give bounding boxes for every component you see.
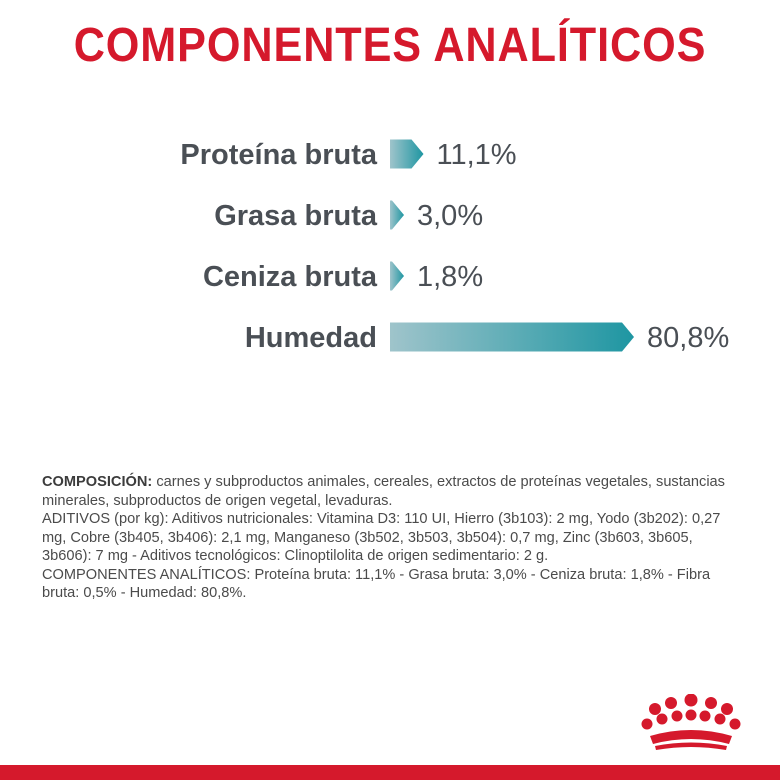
composition-text (42, 473, 742, 603)
value-label: 11,1% (436, 139, 517, 171)
nutrient-bar-chart (0, 130, 780, 390)
bottom-brand-bar (0, 765, 780, 780)
category-label: Humedad (244, 322, 377, 354)
additives-paragraph: ADITIVOS (por kg): Aditivos nutricionales: Vitamina D3: 110 UI, Hierro (3b103): 2 mg, Yodo (3b202): 0,27 mg, Cobre (3b405, 3b406): 2,1 mg, Manganeso (3b502, 3b503, 3b504): 0,7 mg, Zinc (3b603, 3b605, 3b606): 7 mg - Aditivos tecnológicos: Clinoptilolita de origen sedimentario: 2 g. (42, 511, 721, 564)
bar-0 (390, 140, 424, 169)
value-label: 1,8% (417, 261, 484, 293)
category-label: Proteína bruta (180, 139, 377, 171)
bar-2 (390, 262, 404, 291)
composition-label: COMPOSICIÓN: (42, 474, 153, 490)
category-label: Ceniza bruta (202, 261, 377, 293)
value-label: 80,8% (647, 322, 730, 354)
analytical-paragraph: COMPONENTES ANALÍTICOS: Proteína bruta: 11,1% - Grasa bruta: 3,0% - Ceniza bruta: 1,8% - Fibra bruta: 0,5% - Humedad: 80,8%. (42, 566, 711, 601)
page-title: COMPONENTES ANALÍTICOS (73, 19, 707, 72)
bar-3 (390, 323, 634, 352)
composition-body: carnes y subproductos animales, cereales, extractos de proteínas vegetales, sustancias minerales, subproductos de origen vegetal, levaduras. (42, 474, 725, 509)
crown-logo-icon (640, 694, 746, 756)
category-label: Grasa bruta (214, 200, 377, 232)
value-label: 3,0% (417, 200, 484, 232)
composition-paragraph (42, 473, 742, 510)
bar-1 (390, 201, 404, 230)
